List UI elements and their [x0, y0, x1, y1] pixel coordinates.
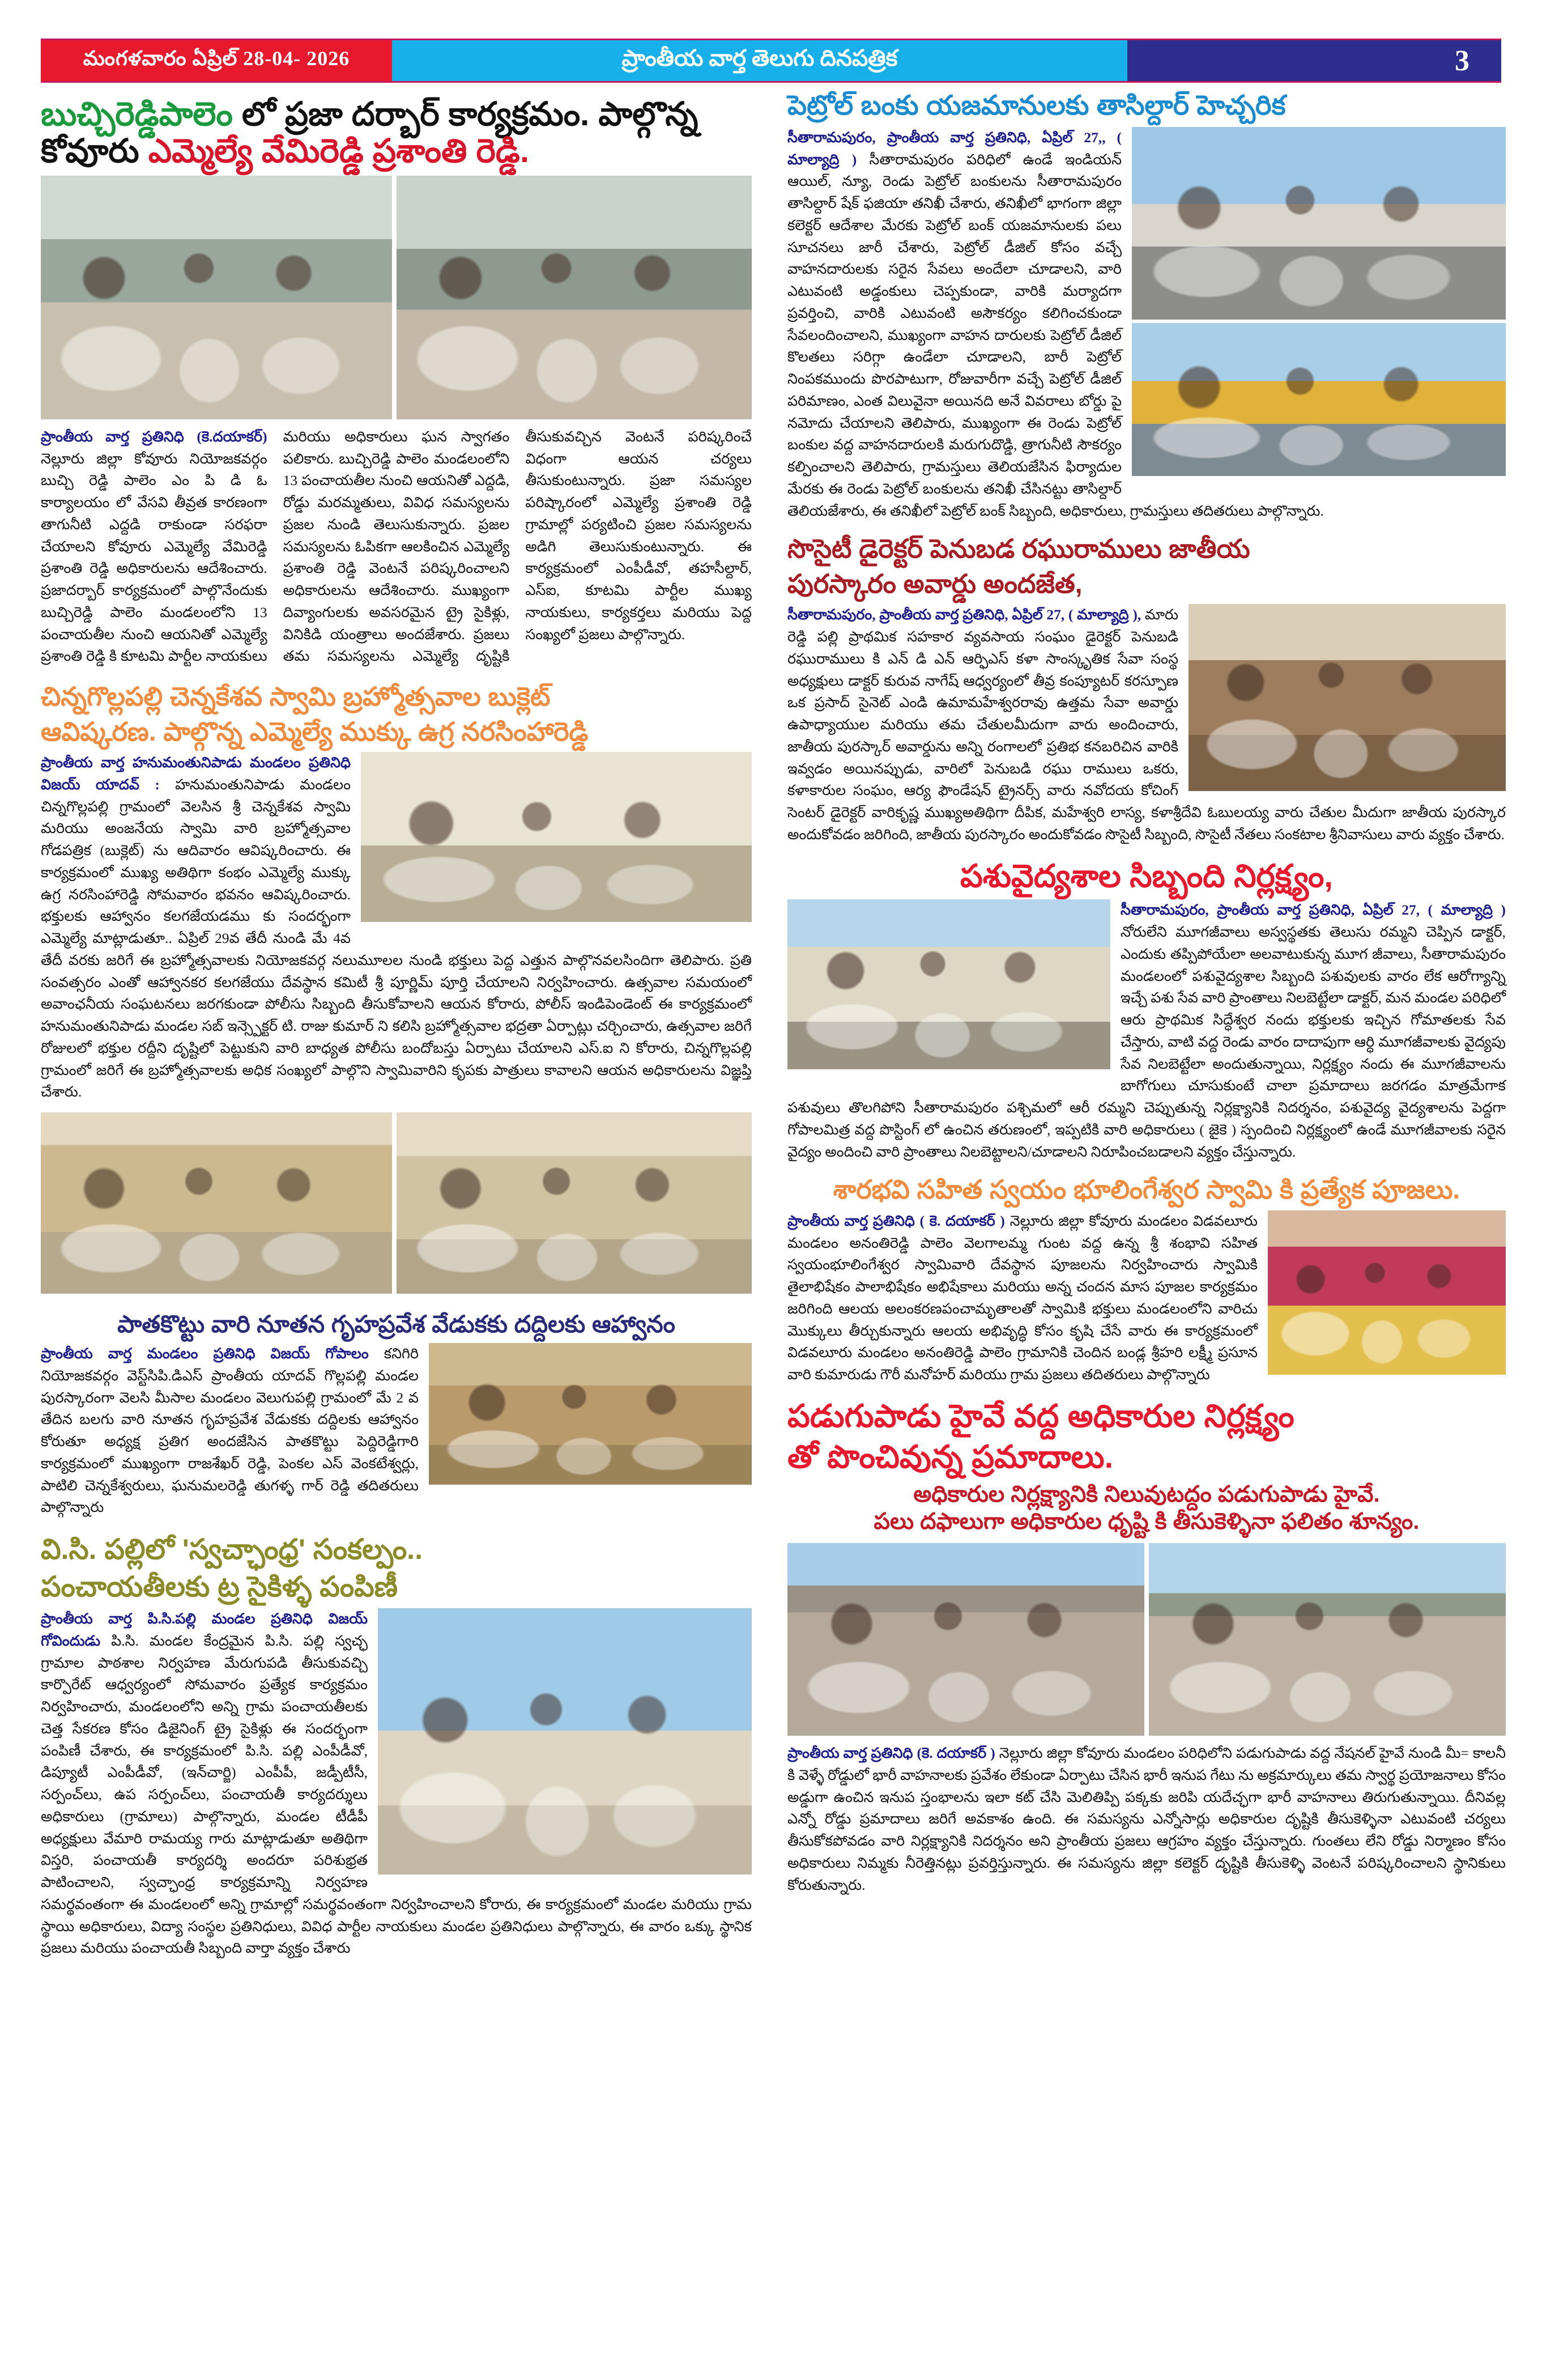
headline-seg-1: బుచ్చిరెడ్డిపాలెం [41, 96, 233, 133]
highway-photo-row [787, 1543, 1506, 1736]
tricycles-headline-line-2: పంచాయతీలకు ట్ర సైకిళ్ళ పంపిణీ [41, 1571, 398, 1603]
right-column [787, 91, 1506, 1905]
school-assembly-photo [378, 1608, 752, 1875]
booklet-release-office-photo [361, 752, 752, 922]
petrol-bunk-bus-photo [1132, 323, 1506, 476]
masthead-title: ప్రాంతీయ వార్త తెలుగు దినపత్రిక [392, 40, 1127, 81]
headline-seg-3: కోవూరు [41, 132, 139, 169]
temple-puja-headline: శారభవి సహిత స్వయం భూలింగేశ్వర స్వామి కి ప్రత్యేక పూజలు. [833, 1175, 1460, 1205]
tricycles-headline-line-1: వి.సి. పల్లిలో 'స్వచ్ఛాంధ్ర' సంకల్పం.. [41, 1533, 423, 1566]
praja-darbar-photo-row [41, 176, 752, 419]
article-praja-darbar [41, 96, 752, 668]
highway-body [787, 1742, 1506, 1896]
society-award-body-wrap [787, 604, 1506, 845]
petrol-photo-stack [1132, 127, 1506, 476]
society-award-text: మారు రెడ్డి పల్లి ప్రాథమిక సహకార వ్యవసాయ సంఘం డైరెక్టర్ పెనుబడి రఘురాములు కి ఎన్ డి ఎన్ ఆర్ఫిఎస్ కళా సాంస్కృతిక సేవా సంస్థ అధ్యక్షులు డాక్టర్ కురువ నాగేష్ ఆధ్వర్యంలో తీవ్ర కంప్యూటర్ కరస్పూణ ఒక ప్రసాద్ సైనెట్ ఎండి ఉమామహేశ్వరరావు ఉత్తమ సేవా అవార్డు ఉపాధ్యాయుల మరియు తమ చేతులమీదుగా వారు అందించారు, జాతీయ పురస్కార్ అవార్డును అన్ని రంగాలలో ప్రతిభ కనబరిచిన వారికి ఇవ్వడం అయినప్పుడు, వారిలో పెనుబడి రఘు రాములు ఒకరు, కళాకారుల సంఘం, ఆర్య ఫౌండేషన్ ట్రైనర్స్ వారు నవోదయ కోచింగ్ సెంటర్ డైరెక్టర్ వారికృష్ణ ముఖ్యఅతిథిగా దీపిక, మహేశ్వరి లాస్య, కళాశ్రీదేవి ఓబులయ్య వారు చేతుల మీదుగా జాతీయ పురస్కార అందుకోవడం జరిగింది, జాతీయ పురస్కారం అందుకోవడం సొసైటీ సిబ్బంది, సొసైటీ నేతలు సంకటాల శ్రీనివాసులు వారు వ్యక్తం చేశారు. [787, 606, 1506, 843]
police-handover-photo [41, 1112, 392, 1294]
highway-subhead-line-2: పలు దఫాలుగా అధికారుల ధృష్టి కి తీసుకెళ్ళినా ఫలితం శూన్యం. [874, 1509, 1420, 1535]
petrol-bunk-byline: సీతారామపురం, ప్రాంతీయ వార్త ప్రతినిధి, ఏప్రిల్ 27,, ( మాల్యాద్రి ) [787, 129, 1122, 168]
booklet-body-wrap [41, 752, 752, 1103]
page-number: 3 [1127, 40, 1501, 81]
temple-puja-text: నెల్లూరు జిల్లా కోవూరు మండలం విడవలూరు మండలం అనంతిరెడ్డి పాలెం వెలగాలమ్మ గుంట వద్ద ఉన్న శ్రీ శంభావి సహిత స్వయంభూలింగేశ్వర స్వామివారి దేవస్థాన పూజలను నిర్వహించారు స్వామికి తైలాభిషేకం పాలాభిషేకం అభిషేకాలు మరియు అన్న చందన మాస పూజల కార్యక్రమం జరిగింది ఆలయ అలంకరణపంచామృతాలతో స్వామికి భక్తులు మండలంలోని వారిచు మొక్కులు తీర్చుకున్నారు ఆలయ అభివృద్ధి కోసం కృషి చేసే వారు ఈ కార్యక్రమంలో విడవలూరు మండలం అనంతిరెడ్డి పాలెం గ్రామానికి చెందిన బండ్ల శ్రీహరి లక్ష్మీ ప్రసూన వారి కుమారుడు గౌరీ మనోహర్ మరియు గ్రామ ప్రజలు తదితరులు పాల్గొన్నారు [787, 1212, 1258, 1383]
booklet-headline-line-1: చిన్నగొల్లపల్లి చెన్నకేశవ స్వామి బ్రహ్మోత్సవాల బుక్లెట్ [41, 682, 551, 712]
award-ceremony-photo [1189, 604, 1506, 791]
article-society-award [787, 534, 1506, 845]
praja-darbar-text: నెల్లూరు జిల్లా కోవూరు నియోజకవర్గం బుచ్చి రెడ్డి పాలెం ఎం పి డి ఓ కార్యాలయం లో వేసవి తీవ్రత కారణంగా తాగునీటి ఎద్దడి రాకుండా సరఫరా చేయాలని కోవూరు ఎమ్మెల్యే వేమిరెడ్డి ప్రశాంతి రెడ్డి అధికారులను ఆదేశించారు. ప్రజాదర్బార్ కార్యక్రమంలో పాల్గొనేందుకు బుచ్చిరెడ్డి పాలెం మండలంలోని 13 పంచాయతీల నుంచి ఆయనితో ఎమ్మెల్యే ప్రశాంతి రెడ్డి కి కూటమి పార్టీల నాయకులు మరియు అధికారులు ఘన స్వాగతం పలికారు. బుచ్చిరెడ్డి పాలెం మండలంలోని 13 పంచాయతీల నుంచి ఆయనితో ఎద్దడి, రోడ్డు మరమ్మతులు, వివిధ సమస్యలను ప్రజల నుండి తెలుసుకున్నారు. ప్రజల సమస్యలను ఓపికగా ఆలకించిన ఎమ్మెల్యే ప్రశాంతి రెడ్డి వెంటనే పరిష్కరించాలని అధికారులను ఆదేశించారు. ముఖ్యంగా దివ్యాంగులకు అవసరమైన ట్రై సైకిళ్లు, వినికిడి యంత్రాలు అందజేశారు. ప్రజలు తమ సమస్యలను ఎమ్మెల్యే దృష్టికి తీసుకువచ్చిన వెంటనే పరిష్కరించే విధంగా ఆయన చర్యలు తీసుకుంటున్నారు. ప్రజా సమస్యల పరిష్కారంలో ఎమ్మెల్యే ప్రశాంతి రెడ్డి గ్రామాల్లో పర్యటించి ప్రజల సమస్యలను అడిగి తెలుసుకుంటున్నారు. ఈ కార్యక్రమంలో ఎంపీడీవో, తహసీల్దార్, ఎస్‌ఐ, కూటమి పార్టీల ముఖ్య నాయకులు, కార్యకర్తలు మరియు పెద్ద సంఖ్యలో ప్రజలు పాల్గొన్నారు. [41, 428, 752, 665]
house-warming-byline: ప్రాంతీయ వార్త మండలం ప్రతినిధి విజయ్ గోపాలం [41, 1345, 369, 1362]
temple-puja-body-wrap [787, 1210, 1506, 1386]
vet-hospital-body-wrap [787, 899, 1506, 1163]
article-vet-hospital [787, 858, 1506, 1163]
petrol-bunk-headline: పెట్రోల్ బంకు యజమానులకు తాసిల్దార్ హెచ్చరిక [787, 91, 1286, 121]
article-temple-puja [787, 1175, 1506, 1386]
highway-headline-line-2: తో పొంచివున్న ప్రమాదాలు. [787, 1439, 1114, 1475]
praja-darbar-byline: ప్రాంతీయ వార్త ప్రతినిధి (కె.దయాకర్) [41, 428, 267, 445]
highway-road-photo-2 [1149, 1543, 1506, 1736]
society-award-byline: సీతారామపురం, ప్రాంతీయ వార్త ప్రతినిధి, ఏప్రిల్ 27, ( మాల్యాద్రి ), [787, 606, 1141, 623]
article-house-warming [41, 1311, 752, 1519]
petrol-bunk-text: సీతారామపురం పరిధిలో ఉండే ఇండియన్ ఆయిల్, న్యూ, రెండు పెట్రోల్ బంకులను సీతారామపురం తాసిల్దార్ షేక్ ఫజియా తనిఖీ చేశారు, తనిఖీలో భాగంగా జిల్లా కలెక్టర్ ఆదేశాల మేరకు పెట్రోల్ బంక్ యజమానులకు పలు సూచనలు జారీ చేశారు, పెట్రోల్ డీజిల్ కోసం వచ్చే వాహనదారులకు సరైన సేవలు అందేలా చూడాలని, వారి ఎటువంటి అడ్డంకులు చెప్పకుండా, వారికి మర్యాదగా ప్రవర్తించి, వారికి ఎటువంటి అసౌకర్యం కలిగించకుండా సేవలందించాలని, ముఖ్యంగా వాహన దారులకు పెట్రోల్ డీజిల్ కొలతలు సరిగ్గా ఉండేలా చూడాలని, బారీ పెట్రోల్ నింపకముందు పొరపాటుగా, రోజువారీగా వచ్చే పెట్రోల్ డీజిల్ పరిమాణం, ఎంత విలువైనా అయినది అనే వివరాలు బోర్డు పై నమోదు చేయాలని తెలిపారు, ముఖ్యంగా ఈ రెండు పెట్రోల్ బంకుల వద్ద వాహనదారులకి మరుగుదొడ్డి, త్రాగునీటి సౌకర్యం కల్పించాలని తెలిపారు, గ్రామస్తులు తెలియజేసిన ఫిర్యాదుల మేరకు ఈ రెండు పెట్రోల్ బంకులను తనిఖీ చేసినట్టు తాసిల్దార్ తెలియజేశారు, ఈ తనిఖీలో పెట్రోల్ బంక్ సిబ్బంది, అధికారులు, గ్రామస్తులు తదితరులు పాల్గొన్నారు. [787, 151, 1324, 519]
booklet-byline: ప్రాంతీయ వార్త హనుమంతునిపాడు మండలం ప్రతినిధి విజయ్ యాదవ్ : [41, 754, 351, 793]
booklet-headline-line-2: ఆవిష్కరణ. పాల్గొన్న ఎమ్మెల్యే ముక్కు ఉగ్ర నరసింహారెడ్డి [41, 716, 589, 746]
booklet-photo-row [41, 1112, 752, 1294]
crowd-meeting-photo-2 [397, 176, 752, 419]
crowd-meeting-photo [41, 176, 392, 419]
headline-seg-2: లో ప్రజా దర్బార్ కార్యక్రమం. పాల్గొన్న [242, 96, 698, 133]
vet-hospital-headline: పశువైద్యశాల సిబ్బంది నిర్లక్ష్యం, [960, 857, 1333, 894]
house-warming-headline: పాతకొట్టు వారి నూతన గృహప్రవేశ వేడుకకు దద్దిలకు ఆహ్వానం [117, 1311, 675, 1338]
headline-seg-4: ఎమ్మెల్యే వేమిరెడ్డి ప్రశాంతి రెడ్డి. [148, 132, 529, 169]
temple-deity-photo [1268, 1210, 1506, 1375]
praja-darbar-body [41, 426, 752, 668]
tricycles-text: పి.సి. మండల కేంద్రమైన పి.సి. పల్లి స్వచ్ఛ గ్రామాల పాఠశాల నిర్వహణ మేరుగుపడి తీసుకువచ్చి కార్పొరేట్ ఆధ్వర్యంలో సోమవారం ప్రత్యేక కార్యక్రమం నిర్వహించారు, మండలంలోని అన్ని గ్రామ పంచాయతీలకు చెత్త సేకరణ కోసం డిజైనింగ్ ట్రై సైకిళ్లు ఈ సందర్భంగా పంపిణీ చేశారు, ఈ కార్యక్రమంలో పి.సి. పల్లి ఎంపీడీవో, డిప్యూటీ ఎంపీడీవో, (ఇన్‌చార్జి) ఎంపీపీ, జడ్పీటీసీ, సర్పంచ్‌లు, ఉప సర్పంచ్‌లు, పంచాయతీ కార్యదర్శులు అధికారులు (గ్రామాలు) పాల్గొన్నారు, మండల టీడీపీ అధ్యక్షులు వేమారి రామయ్య గారు మాట్లాడుతూ అతిథిగా విస్తరి, పంచాయతీ కార్యదర్శి అందరూ పరిశుభ్రత పాటించాలని, స్వచ్ఛాంధ్ర కార్యక్రమాన్ని నిర్వహణ సమర్థవంతంగా ఈ మండలంలో అన్ని గ్రామాల్లో సమర్థవంతంగా నిర్వహించాలని కోరారు, ఈ కార్యక్రమంలో మండల మరియు గ్రామ స్థాయి అధికారులు, విద్యా సంస్థల ప్రతినిధులు, వివిధ పార్టీల నాయకులు మండల ప్రతినిధులు పాల్గొన్నారు, ఈ వారం ఒక్కు స్థానిక ప్రజలు మరియు పంచాయతీ సిబ్బంది వార్తా వ్యక్తం చేశారు [41, 1632, 752, 1957]
masthead-date: మంగళవారం ఏప్రిల్ 28-04- 2026 [41, 40, 392, 81]
petrol-bunk-body-wrap [787, 127, 1506, 522]
house-warming-text: కనిగిరి నియోజకవర్గం వెస్ట్‌సిపి.డిఎస్ ప్రాంతీయ యాదవ్ గొల్లపల్లి మండల పురస్కారంగా వెలసి మీసాల మండలం వెలుగుపల్లి గ్రామంలో మే 2 వ తేదిన బలగు వారి నూతన గృహప్రవేశ వేడుకకు దద్దిలకు ఆహ్వానం కోరుతూ అధ్యక్ష ప్రతిగ అందజేసిన పాతకొట్టు పెద్దిరెడ్డిగారి కార్యక్రమంలో ముఖ్యంగా రాజశేఖర్ రెడ్డి, పెంకల ఎస్ వెంకటేశ్వర్లు, పాటిలి చెన్నకేశ్వరులు, ఘనుమలరెడ్డి తుగళ్ళ గార్ రెడ్డి తదితరులు పాల్గొన్నారు [41, 1345, 419, 1516]
society-award-headline-line-2: పురస్కారం అవార్డు అందజేత, [787, 568, 1083, 598]
article-booklet-release [41, 682, 752, 1103]
left-column [41, 96, 752, 1969]
house-warming-body-wrap [41, 1343, 752, 1519]
petrol-pump-photo [1132, 127, 1506, 320]
veterinary-hospital-photo [787, 899, 1110, 1069]
tricycles-body-wrap [41, 1608, 752, 1960]
article-highway-danger [787, 1399, 1506, 1897]
article-petrol-bunk [787, 91, 1506, 522]
temple-puja-byline: ప్రాంతీయ వార్త ప్రతినిధి ( కె. దయాకర్ ) [787, 1212, 1005, 1229]
booklet-text: హనుమంతునిపాడు మండలం చిన్నగొల్లపల్లి గ్రామంలో వెలసిన శ్రీ చెన్నకేశవ స్వామి మరియు అంజనేయ స్వామి వారి బ్రహ్మోత్సవాల గోడపత్రిక (బుక్లెట్) ను ఆదివారం ఆవిష్కరించారు. ఈ కార్యక్రమంలో ముఖ్య అతిథిగా కంభం ఎమ్మెల్యే ముక్కు ఉగ్ర నరసింహారెడ్డి సోమవారం భవనం ఆవిష్కరించారు. భక్తులకు ఆహ్వానం కలగజేయడము కు సందర్భంగా ఎమ్మెల్యే మాట్లాడుతూ.. ఏప్రిల్ 29వ తేదీ నుండి మే 4వ తేదీ వరకు జరిగే ఈ బ్రహ్మోత్సవాలకు నియోజకవర్గ నలుమూలల నుండి భక్తులు పెద్ద ఎత్తున పాల్గొనవలసిందిగా తెలిపారు. ప్రతి సంవత్సరం ఎంతో ఆహ్వానకర కలగజేయు దేవస్థాన కమిటీ శ్రీ పూర్ణిమ్ పూర్తి చేయాలని నిర్వహించారు. ఉత్సవాల సమయంలో అవాంఛనీయ సంఘటనలు జరగకుండా పోలీసు సిబ్బంది తీసుకోవాలని ఆయన కోరారు, పోలీస్ ఇండిపెండెంట్ ఈ కార్యక్రమంలో హనుమంతునిపాడు మండల సబ్ ఇన్స్పెక్టర్ టి. రాజు కుమార్ ని కలిసి బ్రహ్మోత్సవాల భద్రతా ఏర్పాట్లు చర్చించారు, ఉత్సవాల జరిగే రోజులలో భక్తుల రద్దీని దృష్టిలో పెట్టుకుని వారి బాధ్యత పోలీసు బందోబస్తు ఏర్పాటు చేయాలని ఎస్.ఐ ని కోరారు, చిన్నగొల్లపల్లి గ్రామంలో జరిగే ఈ బ్రహ్మోత్సవాలకు అధిక సంఖ్యలో పాల్గొని స్వామివారిని కృపకు పాత్రులు కావాలని ఆయన అధికారులను విజ్ఞప్తి చేశారు. [41, 776, 752, 1100]
house-construction-photo [429, 1343, 752, 1485]
highway-text: నెల్లూరు జిల్లా కోవూరు మండలం పరిధిలోని పడుగుపాడు వద్ద నేషనల్ హైవే నుండి మీ= కాలనీ కి వెళ్ళే రోడ్డులో భారీ వాహనాలకు ప్రవేశం లేకుండా ఏర్పాటు చేసిన భారీ ఇనుప గేటు ను అక్రమార్కులు తమ స్వార్థ ప్రయోజనాలు కోసం అడ్డుగా ఉంచిన ఇనుప స్తంభాలను ఇలా కట్ చేసి మెలితిప్పి పక్కకు జరిపి యదేచ్ఛగా భారీ వాహనాలు తిరుగుతున్నాయి. దీనివల్ల ఎన్నో రోడ్డు ప్రమాదాలు జరిగే అవకాశం ఉంది. ఈ సమస్యను ఎన్నోసార్లు అధికారుల దృష్టికి తీసుకెళ్ళినా ఎటువంటి చర్యలు తీసుకోకపోవడం వారి నిర్లక్ష్యానికి నిదర్శనం అని ప్రాంతీయ ప్రజలు ఆగ్రహం వ్యక్తం చేస్తున్నారు. గుంతలు లేని రోడ్డు నిర్మాణం కోసం అధికారులు నిమ్మకు నీరెత్తినట్లు ప్రవర్తిస్తున్నారు. ఈ సమస్యను జిల్లా కలెక్టర్ దృష్టికి తీసుకెళ్ళి వెంటనే పరిష్కరించాలని స్థానికులు కోరుతున్నారు. [787, 1745, 1506, 1893]
praja-darbar-headline [41, 96, 752, 170]
tricycles-byline: ప్రాంతీయ వార్త పి.సి.పల్లి మండల ప్రతినిధి విజయ్ గోవిందుడు [41, 1610, 368, 1649]
vet-hospital-byline: సీతారామపురం, ప్రాంతీయ వార్త ప్రతినిధి, ఏప్రిల్ 27, ( మాల్యాద్రి ) [1121, 902, 1506, 919]
article-tricycles [41, 1533, 752, 1960]
highway-subhead-line-1: అధికారుల నిర్లక్ష్యానికి నిలువుటద్దం పడుగుపాడు హైవే. [913, 1482, 1380, 1507]
highway-road-photo-1 [787, 1543, 1144, 1736]
society-award-headline-line-1: సొసైటీ డైరెక్టర్ పెనుబడ రఘురాములు జాతీయ [787, 534, 1250, 564]
highway-headline-line-1: పడుగుపాడు హైవే వద్ద అధికారుల నిర్లక్ష్యం [787, 1397, 1294, 1434]
group-handover-photo [397, 1112, 752, 1294]
vet-hospital-text: నోరులేని మూగజీవాలు అస్వస్థతకు తెలుసు రమ్మని చెప్పిన డాక్టర్, ఎందుకు తప్పిపోయేలా అలవాటుకున్న మూగ జీవాలు, సీతారామపురం మండలంలో పశువైద్యశాల సిబ్బంది పశువులకు వారం లేక ఆరోగ్యాన్ని ఇచ్చే పశు సేవ వారి ప్రాంతాలు నిలబెట్టేలా డాక్టర్, మన మండల పరిధిలో ఆరు ప్రాథమిక సిద్ధేశ్వర నందు భక్తులకు ఇచ్చిన గోమాతలకు సేవ చేస్తారు, వాటి వద్ద రెండు వారం దాదాపుగా ఆర్ధి మూగజీవాలకు వైద్యపు సేవ నిలబెట్టేలా అందుతున్నాయి, నిర్లక్ష్యం నందు ఈ మూగజీవాలను బాగోగులు చూసుకుంటే చాలా ప్రమాదాలు జరగడం మాత్రమేగాక పశువులు తొలగిపోని సీతారామపురం పశ్చిమలో ఆరీ రమ్మని చెప్పుతున్న నిర్లక్ష్యానికి నిదర్శనం, పశువైద్య వైద్యశాలను పెద్దగా గోపాలమిత్ర వద్ద పొస్టింగ్ లో ఉంచిన తరుణంలో, ఇప్పటికి వారి అధికారులు ( జైకె ) స్పందించి నిర్లక్ష్యంలో ఉండే మూగజీవాలకు సరైన వైద్యం అందించి వారి ప్రాంతాలు నిలబెట్టాలని/చూడాలని నిరూపించబడాలని వ్యక్తం చేస్తున్నారు. [787, 924, 1506, 1160]
masthead [41, 39, 1501, 83]
highway-byline: ప్రాంతీయ వార్త ప్రతినిధి (కె. దయాకర్ ) [787, 1745, 995, 1762]
